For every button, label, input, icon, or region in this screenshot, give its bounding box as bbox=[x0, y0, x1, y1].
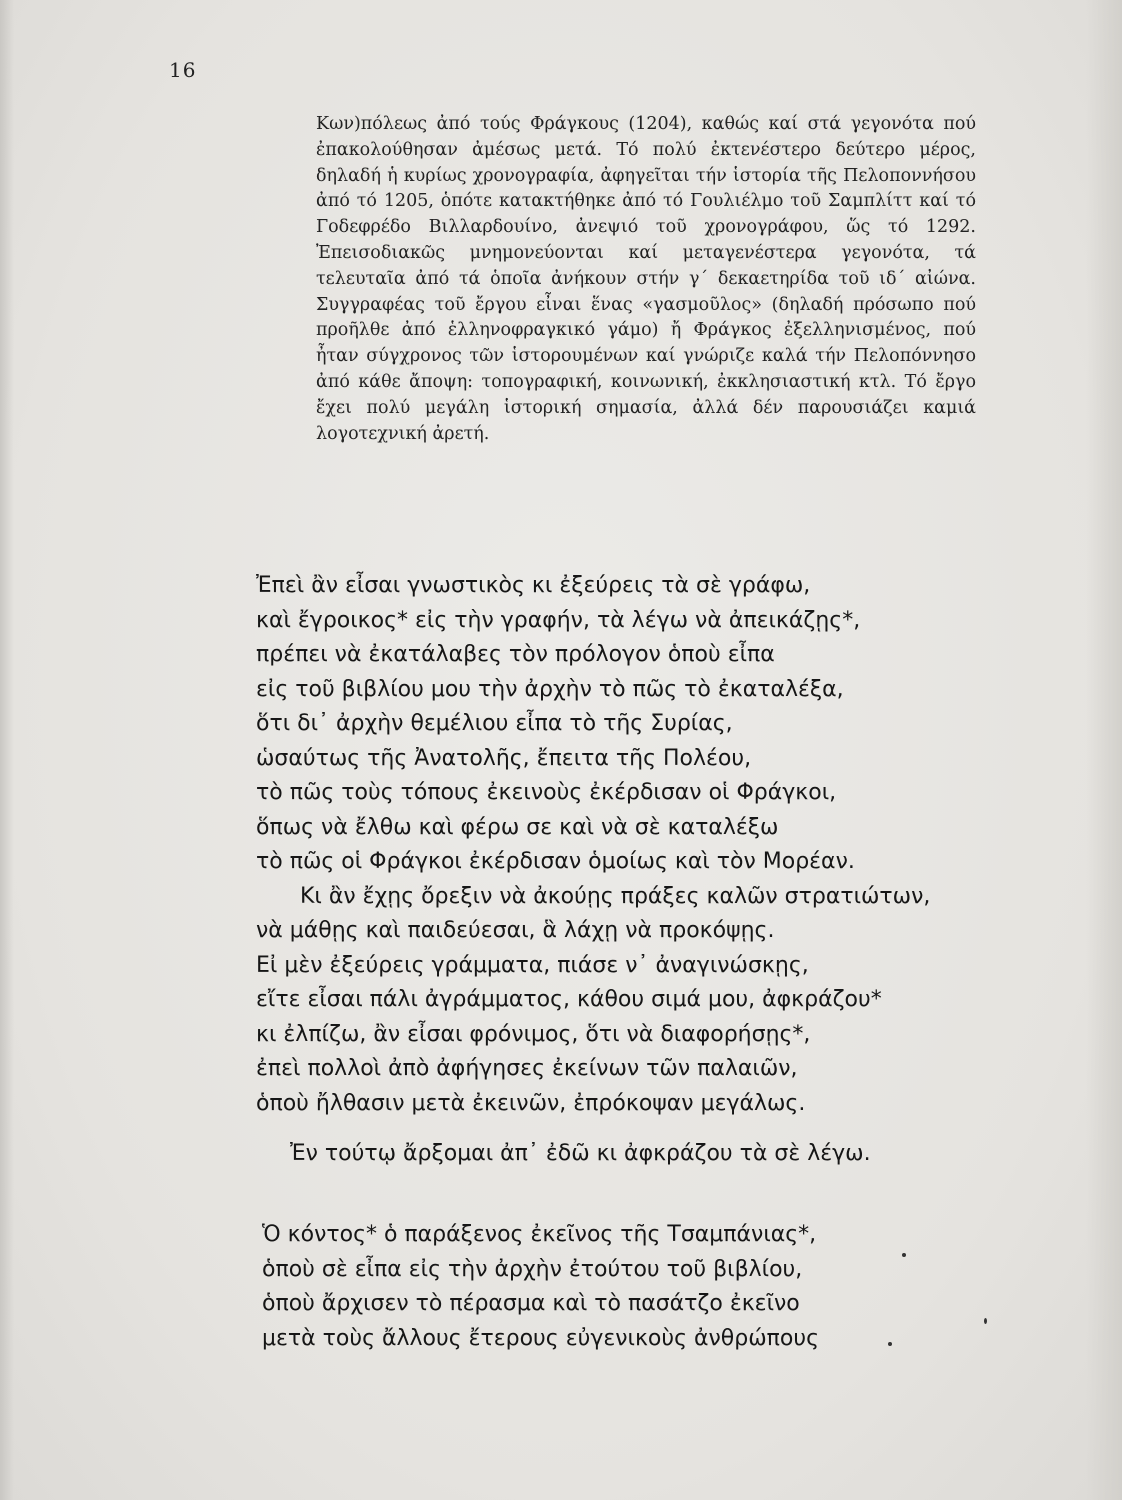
poem-stanza-1 bbox=[256, 569, 930, 1121]
poem-line: ὅπως νὰ ἔλθω καὶ φέρω σε καὶ νὰ σὲ καταλέξω bbox=[256, 814, 779, 840]
poem-stanza-3 bbox=[262, 1218, 819, 1356]
poem-line: ὁποὺ σὲ εἶπα εἰς τὴν ἀρχὴν ἐτούτου τοῦ βιβλίου, bbox=[262, 1256, 803, 1282]
poem-line: ὁποὺ ἄρχισεν τὸ πέρασμα καὶ τὸ πασάτζο ἐκεῖνο bbox=[262, 1291, 800, 1316]
poem-line: νὰ μάθῃς καὶ παιδεύεσαι, ἃ λάχῃ νὰ προκόψῃς. bbox=[256, 918, 775, 943]
print-speck bbox=[984, 1318, 987, 1324]
poem-line: εἰς τοῦ βιβλίου μου τὴν ἀρχὴν τὸ πῶς τὸ ἐκαταλέξα, bbox=[256, 676, 844, 702]
poem-line: τὸ πῶς οἱ Φράγκοι ἐκέρδισαν ὁμοίως καὶ τὸν Μορέαν. bbox=[256, 849, 855, 874]
poem-line: Ἐπεὶ ἂν εἶσαι γνωστικὸς κι ἐξεύρεις τὰ σὲ γράφω, bbox=[256, 573, 811, 598]
print-speck bbox=[902, 1253, 906, 1257]
poem-line: εἴτε εἶσαι πάλι ἀγράμματος, κάθου σιμά μου, ἀφκράζου* bbox=[256, 987, 882, 1012]
poem-line: ὡσαύτως τῆς Ἀνατολῆς, ἔπειτα τῆς Πολέου, bbox=[256, 745, 752, 771]
poem-line: Εἰ μὲν ἐξεύρεις γράμματα, πιάσε ν᾽ ἀναγινώσκῃς, bbox=[256, 952, 809, 978]
poem-line: Ὁ κόντος* ὁ παράξενος ἐκεῖνος τῆς Τσαμπάνιας*, bbox=[262, 1222, 817, 1247]
poem-line: τὸ πῶς τοὺς τόπους ἐκεινοὺς ἐκέρδισαν οἱ Φράγκοι, bbox=[256, 780, 837, 805]
poem-line: καὶ ἔγροικος* εἰς τὴν γραφήν, τὰ λέγω νὰ ἀπεικάζῃς*, bbox=[256, 607, 861, 633]
poem-line: ὁποὺ ἤλθασιν μετὰ ἐκεινῶν, ἐπρόκοψαν μεγάλως. bbox=[256, 1090, 806, 1116]
poem-line: πρέπει νὰ ἐκατάλαβες τὸν πρόλογον ὁποὺ εἶπα bbox=[256, 642, 775, 667]
intro-paragraph: Κων)πόλεως ἀπό τούς Φράγκους (1204), καθώς καί στά γεγονότα πού ἐπακολούθησαν ἀμέσως μετά. Τό πολύ ἐκτενέστερο δεύτερο μέρος, δηλαδή ἡ κυρίως χρονογραφία, ἀφηγεῖται τήν ἱστορία τῆς Πελοποννήσου ἀπό τό 1205, ὁπότε κατακτήθηκε ἀπό τό Γουλιέλμο τοῦ Σαμπλίττ καί τό Γοδεφρέδο Βιλλαρδουίνο, ἀνεψιό τοῦ χρονογράφου, ὥς τό 1292. Ἐπεισοδιακῶς μνημονεύονται καί μεταγενέστερα γεγονότα, τά τελευταῖα ἀπό τά ὁποῖα ἀνήκουν στήν γ΄ δεκαετηρίδα τοῦ ιδ΄ αἰώνα. Συγγραφέας τοῦ ἔργου εἶναι ἕνας «γασμοῦλος» (δηλαδή πρόσωπο πού προῆλθε ἀπό ἑλληνοφραγκικό γάμο) ἤ Φράγκος ἐξελληνισμένος, πού ἦταν σύγχρονος τῶν ἱστορουμένων καί γνώριζε καλά τήν Πελοπόννησο ἀπό κάθε ἄποψη: τοπογραφική, κοινωνική, ἐκκλησιαστική κτλ. Τό ἔργο ἔχει πολύ μεγάλη ἱστορική σημασία, ἀλλά δέν παρουσιάζει καμιά λογοτεχνική ἀρετή. bbox=[316, 114, 976, 444]
poem-line: ἐπεὶ πολλοὶ ἀπὸ ἀφήγησες ἐκείνων τῶν παλαιῶν, bbox=[256, 1056, 798, 1081]
print-speck bbox=[888, 1342, 892, 1346]
poem-line: Κι ἂν ἔχῃς ὄρεξιν νὰ ἀκούῃς πράξες καλῶν στρατιώτων, bbox=[300, 883, 931, 909]
poem-stanza-2 bbox=[290, 1137, 871, 1172]
poem-line: Ἐν τούτῳ ἄρξομαι ἀπ᾽ ἐδῶ κι ἀφκράζου τὰ σὲ λέγω. bbox=[290, 1141, 871, 1166]
poem-line: ὅτι δι᾽ ἀρχὴν θεμέλιου εἶπα τὸ τῆς Συρίας, bbox=[256, 711, 733, 736]
poem-line: μετὰ τοὺς ἄλλους ἔτερους εὐγενικοὺς ἀνθρώπους bbox=[262, 1325, 820, 1351]
page-edge-shadow-right bbox=[1086, 0, 1122, 1500]
page-edge-shadow-left bbox=[0, 0, 14, 1500]
poem-line: κι ἐλπίζω, ἂν εἶσαι φρόνιμος, ὅτι νὰ διαφορήσῃς*, bbox=[256, 1021, 811, 1047]
page-number: 16 bbox=[169, 58, 197, 82]
